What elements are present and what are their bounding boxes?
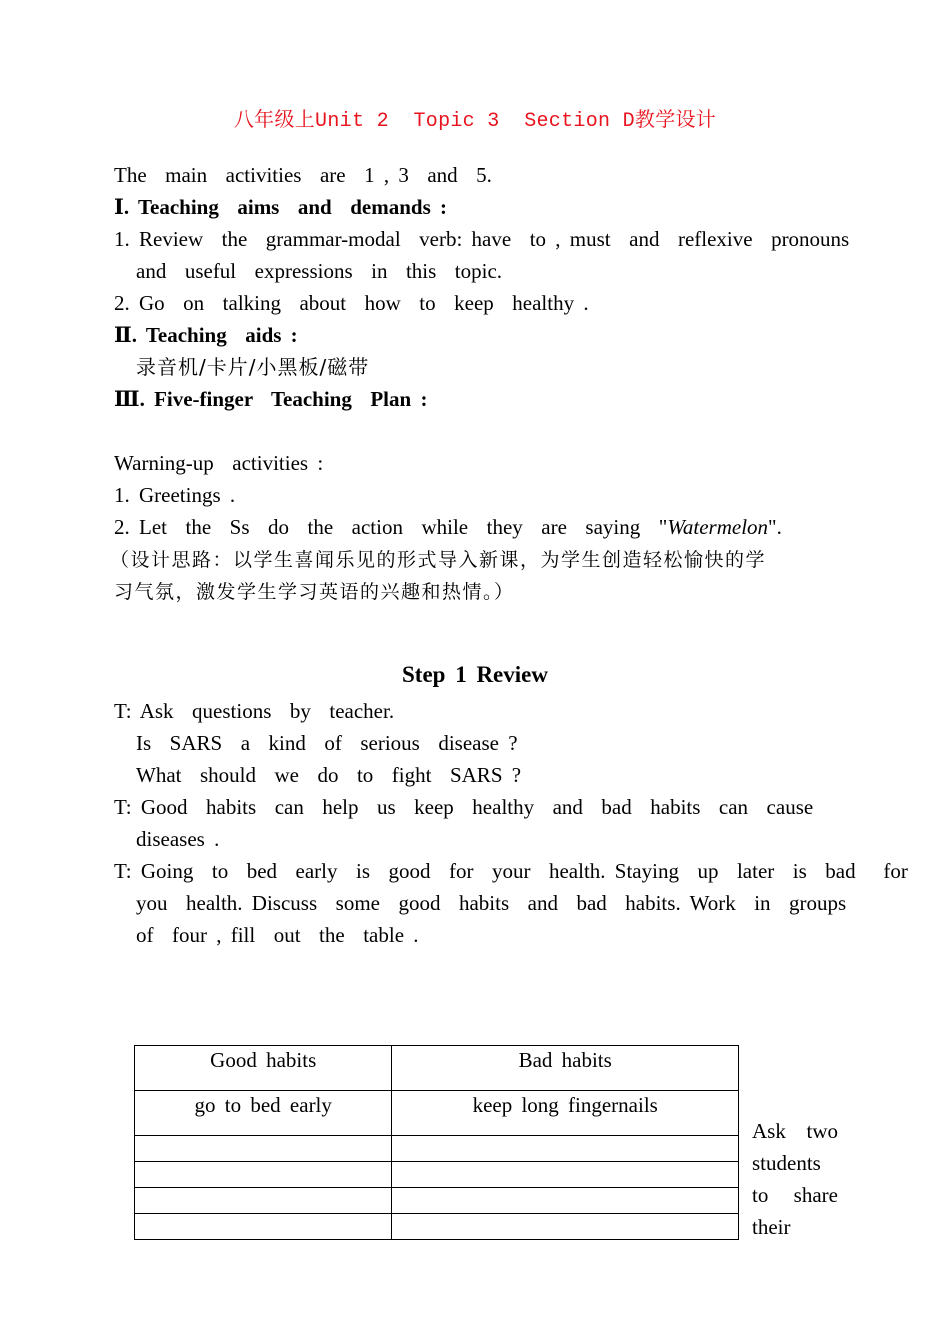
step-1-question-2: What should we do to fight SARS ? xyxy=(136,763,522,787)
aims-heading: Ⅰ. Teaching aims and demands : xyxy=(114,195,447,219)
aim-item-1: 1. Review the grammar-modal verb: have to , must and reflexive pronouns xyxy=(114,227,850,251)
step-1-question-1: Is SARS a kind of serious disease ? xyxy=(136,731,518,755)
aids-text: 录音机/卡片/小黑板/磁带 xyxy=(136,355,370,379)
side-note-line: Ask two xyxy=(752,1119,838,1143)
table-header-good-habits: Good habits xyxy=(135,1046,392,1091)
table-cell: keep long fingernails xyxy=(392,1091,739,1136)
side-note-line: their xyxy=(752,1215,791,1239)
step-1-teacher-line-2: T: Good habits can help us keep healthy and bad habits can cause xyxy=(114,795,814,819)
warmup-item-1: 1. Greetings . xyxy=(114,483,236,507)
table-cell xyxy=(135,1136,392,1162)
aids-heading: Ⅱ. Teaching aids : xyxy=(114,323,298,347)
design-note-line-2: 习气氛，激发学生学习英语的兴趣和热情。） xyxy=(114,581,515,603)
habits-table xyxy=(134,1045,739,1240)
table-cell xyxy=(135,1162,392,1188)
table-cell xyxy=(392,1136,739,1162)
side-note-line: students xyxy=(752,1151,821,1175)
step-1-teacher-line-1: T: Ask questions by teacher. xyxy=(114,699,395,723)
warmup-heading: Warning-up activities : xyxy=(114,451,324,475)
intro-line: The main activities are 1 , 3 and 5. xyxy=(114,163,492,187)
step-1-teacher-line-3-continued: you health. Discuss some good habits and bad habits. Work in groups xyxy=(136,891,847,915)
table-cell xyxy=(135,1188,392,1214)
table-cell xyxy=(392,1188,739,1214)
warmup-item-2 xyxy=(114,511,782,543)
step-1-teacher-line-3-end: of four , fill out the table . xyxy=(136,923,419,947)
table-header-row xyxy=(135,1046,739,1091)
warmup-item-2-suffix: ". xyxy=(768,515,782,539)
table-cell xyxy=(392,1162,739,1188)
document-title: 八年级上Unit 2 Topic 3 Section D教学设计 xyxy=(233,110,717,133)
design-note-line-1: （设计思路：以学生喜闻乐见的形式导入新课，为学生创造轻松愉快的学 xyxy=(110,549,767,571)
step-1-teacher-line-3: T: Going to bed early is good for your health. Staying up later is bad for xyxy=(114,859,908,883)
step-1-teacher-line-2-continued: diseases . xyxy=(136,827,220,851)
table-row xyxy=(135,1136,739,1162)
aim-item-2: 2. Go on talking about how to keep healthy . xyxy=(114,291,589,315)
plan-heading: Ⅲ. Five-finger Teaching Plan : xyxy=(114,387,428,411)
step-1-heading: Step 1 Review xyxy=(402,662,548,687)
aim-item-1-continued: and useful expressions in this topic. xyxy=(136,259,503,283)
table-row xyxy=(135,1091,739,1136)
side-note xyxy=(752,1115,838,1243)
table-header-bad-habits: Bad habits xyxy=(392,1046,739,1091)
table-row xyxy=(135,1188,739,1214)
table-row xyxy=(135,1214,739,1240)
table-cell xyxy=(135,1214,392,1240)
table-cell: go to bed early xyxy=(135,1091,392,1136)
table-cell xyxy=(392,1214,739,1240)
warmup-item-2-emphasis: Watermelon xyxy=(667,515,769,539)
table-row xyxy=(135,1162,739,1188)
warmup-item-2-prefix: 2. Let the Ss do the action while they are saying " xyxy=(114,515,668,539)
side-note-line: to share xyxy=(752,1183,838,1207)
